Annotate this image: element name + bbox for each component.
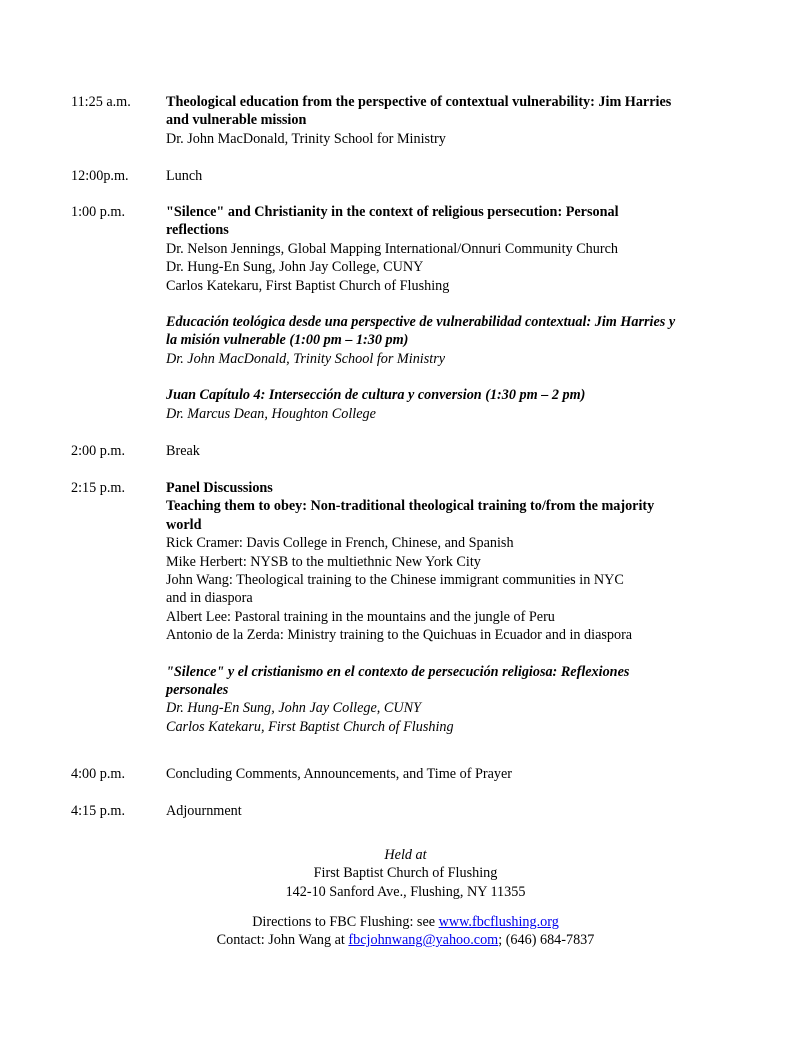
panel-item: John Wang: Theological training to the Chinese immigrant communities in NYC xyxy=(166,572,624,589)
session-title-cont: world xyxy=(166,516,202,533)
time-label: 2:15 p.m. xyxy=(71,480,125,496)
spanish-session-title-cont: la misión vulnerable (1:00 pm – 1:30 pm) xyxy=(166,332,409,349)
speaker: Carlos Katekaru, First Baptist Church of Flushing xyxy=(166,277,450,294)
contact-label: Contact: John Wang at xyxy=(216,932,349,949)
session-title-cont: and vulnerable mission xyxy=(166,112,307,129)
spanish-session-title: "Silence" y el cristianismo en el contexto de persecución religiosa: Reflexiones xyxy=(166,663,630,680)
panel-item: Rick Cramer: Davis College in French, Chinese, and Spanish xyxy=(166,535,514,552)
contact-block xyxy=(0,913,811,950)
time-label: 12:00p.m. xyxy=(71,168,129,184)
email-link[interactable]: fbcjohnwang@yahoo.com xyxy=(348,932,499,949)
spanish-session-title: Educación teológica desde una perspective de vulnerabilidad contextual: Jim Harries y xyxy=(166,314,676,331)
session-title: Theological education from the perspective of contextual vulnerability: Jim Harries xyxy=(166,94,672,110)
directions-label: Directions to FBC Flushing: see xyxy=(252,914,439,930)
directions-line xyxy=(0,913,811,931)
session-title: Lunch xyxy=(166,168,203,184)
session-title: Break xyxy=(166,443,200,459)
contact-line xyxy=(0,931,811,949)
panel-item: Antonio de la Zerda: Ministry training to the Quichuas in Ecuador and in diaspora xyxy=(166,627,633,644)
panel-item-cont: and in diaspora xyxy=(166,590,253,607)
time-label: 4:00 p.m. xyxy=(71,766,125,782)
time-label: 11:25 a.m. xyxy=(71,94,131,110)
session-title: "Silence" and Christianity in the context of religious persecution: Personal xyxy=(166,204,619,220)
spanish-speaker: Carlos Katekaru, First Baptist Church of Flushing xyxy=(166,718,454,735)
panel-heading: Panel Discussions xyxy=(166,480,273,496)
time-label: 4:15 p.m. xyxy=(71,803,125,819)
website-link[interactable]: www.fbcflushing.org xyxy=(438,914,559,930)
spanish-speaker: Dr. John MacDonald, Trinity School for Ministry xyxy=(166,350,446,367)
contact-phone: ; (646) 684-7837 xyxy=(498,932,595,949)
session-title: Teaching them to obey: Non-traditional theological training to/from the majority xyxy=(166,498,655,515)
speaker: Dr. Hung-En Sung, John Jay College, CUNY xyxy=(166,259,424,276)
venue-address: 142-10 Sanford Ave., Flushing, NY 11355 xyxy=(285,883,526,900)
session-title-cont: reflections xyxy=(166,222,229,239)
panel-item: Mike Herbert: NYSB to the multiethnic New York City xyxy=(166,553,481,570)
session-title: Concluding Comments, Announcements, and Time of Prayer xyxy=(166,766,512,782)
spanish-session-title-cont: personales xyxy=(166,682,229,699)
time-label: 1:00 p.m. xyxy=(71,204,125,220)
spanish-speaker: Dr. Marcus Dean, Houghton College xyxy=(166,405,376,422)
speaker: Dr. John MacDonald, Trinity School for Ministry xyxy=(166,130,446,147)
spanish-speaker: Dr. Hung-En Sung, John Jay College, CUNY xyxy=(166,700,421,717)
time-label: 2:00 p.m. xyxy=(71,443,125,459)
spanish-session-title: Juan Capítulo 4: Intersección de cultura y conversion (1:30 pm – 2 pm) xyxy=(166,387,586,404)
session-title: Adjournment xyxy=(166,803,242,819)
speaker: Dr. Nelson Jennings, Global Mapping International/Onnuri Community Church xyxy=(166,240,618,257)
venue-name: First Baptist Church of Flushing xyxy=(313,865,498,882)
panel-item: Albert Lee: Pastoral training in the mountains and the jungle of Peru xyxy=(166,608,555,625)
held-at-label: Held at xyxy=(384,847,427,863)
venue-block xyxy=(0,846,811,901)
